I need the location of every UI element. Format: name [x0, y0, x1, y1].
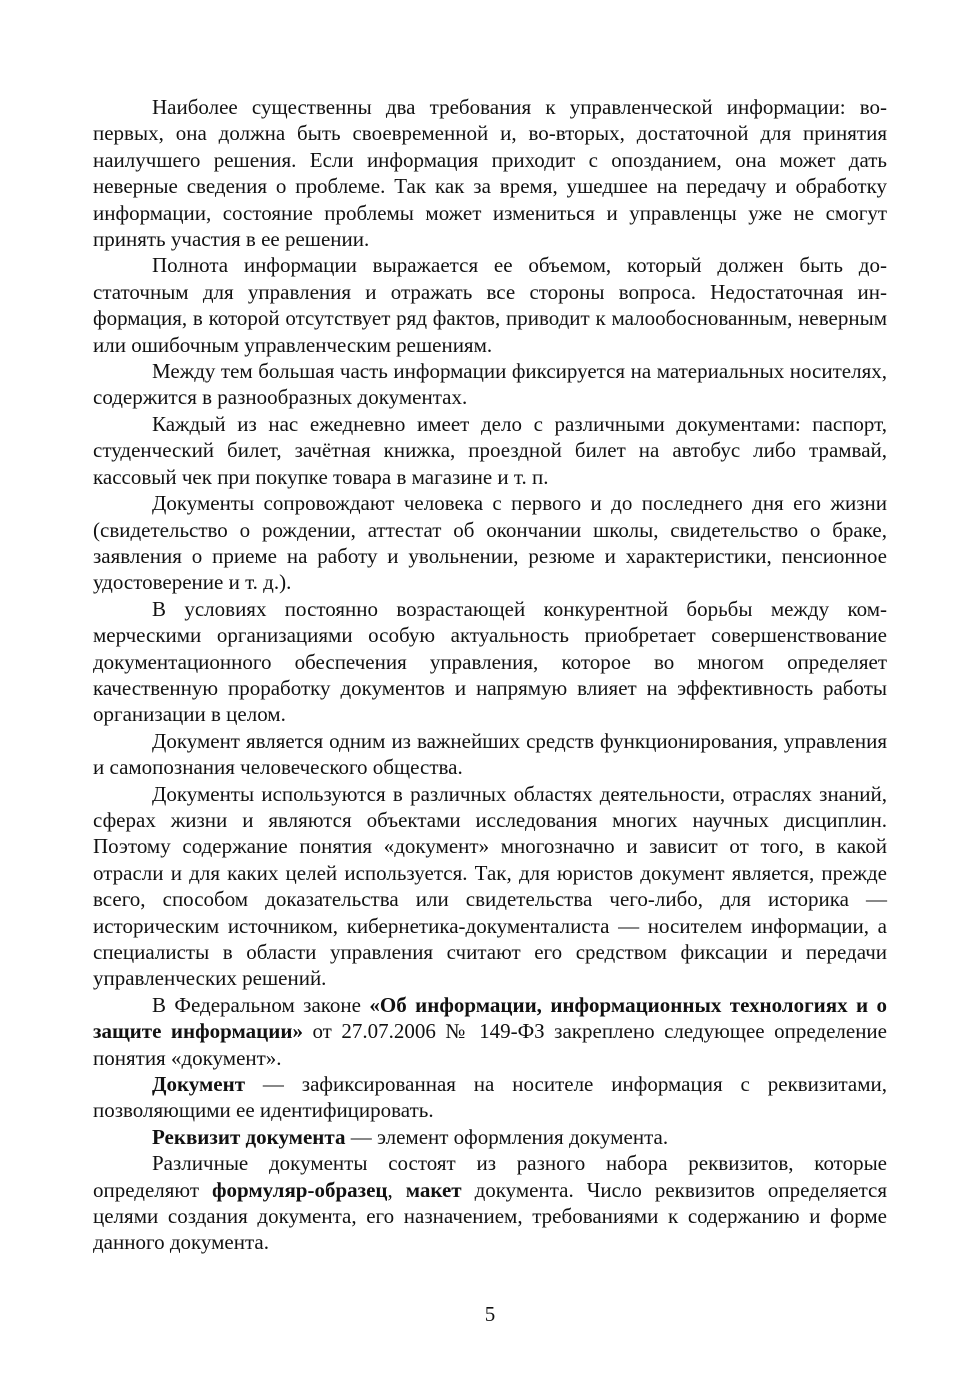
paragraph-document-concept: Документы используются в различных областях деятельности, отраслях знаний, сферах жизни и являются объектами исследования многих научных дисциплин. Поэтому содержание понятия «документ» многозначно и зависит от того, в какой отрасли и для каких целей используется. Так, для юристов документ является, прежде всего, способом доказательства или свидетельства чего-либо, для историка — историческим источником, кибернетика-документалиста — носителем информации, а специалисты в области управления считают его средством фиксации и передачи управленческих решений. — [93, 781, 887, 991]
law-title: «Об информации, информационных технологиях и о защите информации» — [93, 992, 887, 1044]
paragraph-material-carriers: Между тем большая часть информации фиксируется на материальных носителях, содержится в разнообразных документах. — [93, 359, 887, 410]
document-definition-text: — зафиксированная на носителе информация с реквизитами, позволяющими ее идентифицировать. — [93, 1072, 887, 1123]
paragraph-requisite-sets — [93, 1150, 887, 1256]
document-page — [93, 94, 887, 1256]
paragraph-timeliness: Наиболее существенны два требования к управленческой информации: во-первых, она должна быть своевременной и, во-вторых, достаточной для принятия наилучшего решения. Если информация приходит с опозданием, она может дать неверные сведения о проблеме. Так как за время, ушедшее на передачу и обработку информации, состояние проблемы может измениться и управленцы уже не смогут принять участия в ее решении. — [93, 95, 887, 252]
requisite-sets-before: Различные документы состоят из разного набора реквизитов, которые определяют — [93, 1151, 887, 1202]
paragraph-completeness: Полнота информации выражается ее объемом, который должен быть достаточным для управления и отражать все стороны вопроса. Недостаточная информация, в которой отсутствует ряд фактов, приводит к малообоснованным, неверным или ошибочным управленческим решениям. — [93, 253, 887, 357]
term-form-template: формуляр-образец — [211, 1177, 388, 1202]
term-document: Документ — [152, 1072, 246, 1097]
term-layout: макет — [405, 1177, 462, 1202]
paragraph-federal-law — [93, 992, 887, 1071]
page-number: 5 — [484, 1302, 496, 1326]
paragraph-document-definition — [93, 1071, 887, 1124]
law-text-before: В Федеральном законе — [152, 992, 370, 1017]
requisite-sets-separator: , — [387, 1177, 406, 1202]
law-text-after: от 27.07.2006 № 149-ФЗ закреплено следующее определение понятия «документ». — [93, 1019, 887, 1070]
paragraph-requisite-definition — [93, 1124, 887, 1150]
paragraph-competition: В условиях постоянно возрастающей конкурентной борьбы между коммерческими организациями особую актуальность приобретает совершенствование документационного обеспечения управления, которое во многом определяет качественную проработку документов и напрямую влияет на эффективность работы организации в целом. — [93, 596, 887, 727]
paragraph-document-importance: Документ является одним из важнейших средств функционирования, управления и самопознания человеческого общества. — [93, 728, 887, 780]
term-requisite: Реквизит документа — [152, 1124, 346, 1149]
paragraph-life-documents: Документы сопровождают человека с первого и до последнего дня его жизни (свидетельство о рождении, аттестат об окончании школы, свидетельство о браке, заявления о приеме на работу и увольнении, резюме и характеристики, пенсионное удостоверение и т. д.). — [93, 491, 887, 595]
requisite-definition-text: — элемент оформления документа. — [345, 1124, 669, 1149]
requisite-sets-after: документа. Число реквизитов определяется целями создания документа, его назначением, требованиями к содержанию и форме данного документа. — [93, 1177, 888, 1255]
paragraph-daily-documents: Каждый из нас ежедневно имеет дело с различными документами: паспорт, студенческий билет, зачётная книжка, проездной билет на автобус либо трамвай, кассовый чек при покупке товара в магазине и т. п. — [93, 411, 887, 489]
